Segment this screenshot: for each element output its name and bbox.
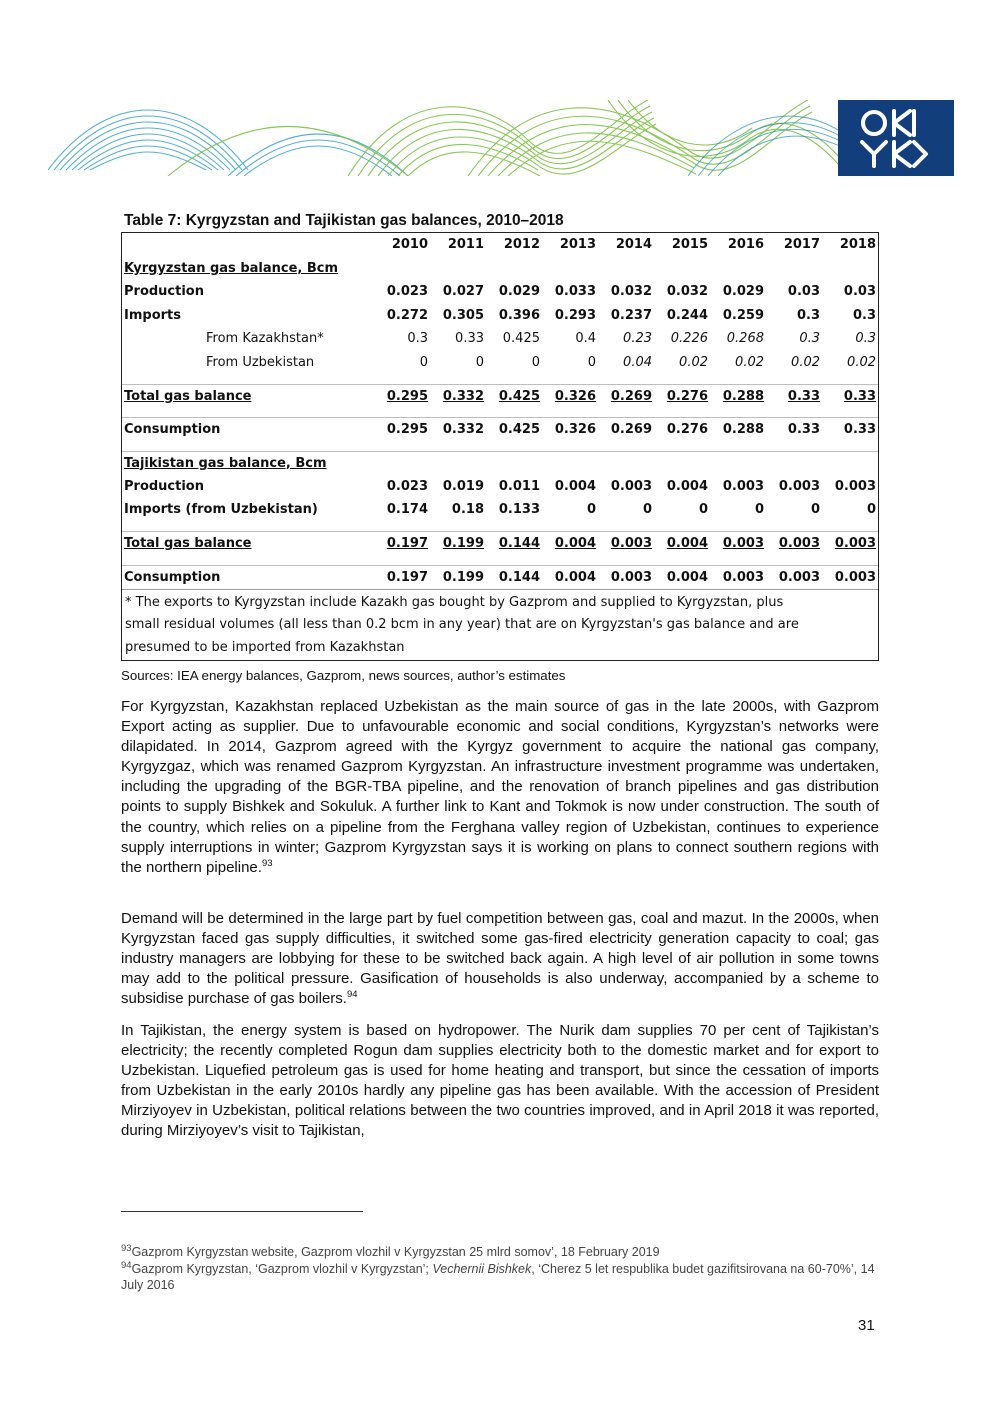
cell: 0.032: [666, 284, 708, 300]
cell: 0.032: [610, 284, 652, 300]
year-header: 2015: [671, 237, 708, 253]
cell: 0.3: [855, 331, 876, 347]
cell: 0.259: [722, 307, 764, 323]
footnote-text: Gazprom Kyrgyzstan website, Gazprom vlozhil v Kyrgyzstan 25 mlrd somov’, 18 February 2019: [131, 1245, 660, 1259]
table-caption: Table 7: Kyrgyzstan and Tajikistan gas balances, 2010–2018: [124, 212, 564, 229]
cell: 0.004: [666, 569, 708, 585]
cell: 0: [419, 354, 428, 370]
footnote-ref[interactable]: 93: [261, 857, 273, 869]
cell: 0.029: [498, 284, 540, 300]
section-title: Tajikistan gas balance, Bcm: [124, 455, 327, 471]
row-label: Total gas balance: [124, 388, 252, 404]
paragraph-text: In Tajikistan, the energy system is based on hydropower. The Nurik dam supplies 70 per cent of Tajikistan’s electricity; the recently completed Rogun dam supplies electricity both to the domestic market and for export to Uzbekistan. Liquefied petroleum gas is used for home heating and transport, but since the cessation of imports from Uzbekistan in the early 2010s hardly any pipeline gas has been available. With the accession of President Mirziyoyev in Uzbekistan, political relations between the two countries improved, and in April 2018 it was reported, during Mirziyoyev’s visit to Tajikistan,: [121, 1022, 879, 1140]
cell: 0.23: [623, 331, 652, 347]
note-line: * The exports to Kyrgyzstan include Kazakh gas bought by Gazprom and supplied to Kyrgyzstan, plus: [125, 594, 784, 610]
cell: 0: [810, 502, 820, 518]
cell: 0: [698, 502, 708, 518]
note-line: presumed to be imported from Kazakhstan: [125, 639, 405, 655]
cell: 0.033: [554, 284, 596, 300]
year-header: 2010: [391, 237, 428, 253]
cell: 0.003: [778, 478, 820, 494]
footnote-text: Gazprom Kyrgyzstan, ‘Gazprom vlozhil v Kyrgyzstan’;: [131, 1262, 433, 1276]
footnote-number: 93: [121, 1242, 132, 1254]
header-banner: [48, 100, 954, 176]
cell: 0: [587, 354, 596, 370]
gas-balance-table: [121, 232, 879, 661]
cell: 0.293: [554, 307, 596, 323]
cell: 0.144: [498, 569, 540, 585]
cell: 0.244: [666, 307, 708, 323]
cell: 0.02: [791, 354, 820, 370]
cell: 0.133: [498, 502, 540, 518]
cell: 0.003: [610, 569, 652, 585]
section-row-tajikistan: [122, 451, 878, 475]
paragraph-text: For Kyrgyzstan, Kazakhstan replaced Uzbekistan as the main source of gas in the late 2000s, with Gazprom Export acting as supplier. Due to unfavourable economic and social conditions, Kyrgyzstan’s networks were dilapidated. In 2014, Gazprom agreed with the Kyrgyz government to acquire the national gas company, Kyrgyzgaz, which was renamed Gazprom Kyrgyzstan. An infrastructure investment programme was undertaken, including the upgrading of the BGR-TBA pipeline, and the renovation of branch pipelines and gas distribution points to supply Bishkek and Sokuluk. A further link to Kant and Tokmok is now under construction. The south of the country, which relies on a pipeline from the Ferghana valley region of Uzbekistan, continues to experience supply interruptions in winter; Gazprom Kyrgyzstan says it is working on plans to connect southern regions with the northern pipeline.: [121, 698, 879, 876]
row-label: Total gas balance: [124, 536, 252, 551]
cell: 0.199: [442, 536, 484, 551]
cell: 0.02: [847, 354, 876, 370]
cell: 0.027: [442, 284, 484, 300]
cell: 0.425: [498, 422, 540, 437]
footnote-divider: [121, 1211, 363, 1212]
cell: 0.02: [679, 354, 708, 370]
cell: 0.003: [722, 569, 764, 585]
cell: 0.269: [610, 422, 652, 437]
year-header: 2014: [615, 237, 652, 253]
paragraph-3: [121, 1021, 879, 1142]
cell: 0.003: [610, 478, 652, 494]
cell: 0.04: [623, 354, 652, 370]
row-label: Consumption: [124, 569, 221, 585]
cell: 0.269: [610, 388, 652, 404]
cell: 0.023: [386, 284, 428, 300]
row-label: Imports (from Uzbekistan): [124, 502, 318, 518]
cell: 0.003: [834, 569, 876, 585]
row-label: Production: [124, 284, 204, 300]
cell: 0.197: [386, 569, 428, 585]
cell: 0.295: [386, 422, 428, 437]
cell: 0.02: [735, 354, 764, 370]
section-row-kyrgyzstan: [122, 257, 878, 281]
cell: 0.3: [799, 331, 820, 347]
table-row: [122, 351, 878, 375]
cell: 0.425: [502, 331, 540, 347]
cell: 0.425: [498, 388, 540, 404]
year-header: 2011: [447, 237, 484, 253]
cell: 0.019: [442, 478, 484, 494]
wave-graphic: [48, 100, 954, 176]
note-line: small residual volumes (all less than 0.2 bcm in any year) that are on Kyrgyzstan's gas balance and are: [125, 617, 799, 632]
cell: 0.305: [442, 307, 484, 323]
cell: 0: [531, 354, 540, 370]
cell: 0.004: [554, 569, 596, 585]
cell: 0.326: [554, 422, 596, 437]
cell: 0.332: [442, 422, 484, 437]
footnote-text: , ‘Cherez 5 let respublika budet gazifitsirovana na 60-70%’, 14 July 2016: [121, 1262, 875, 1292]
cell: 0.332: [442, 388, 484, 404]
table-row: [122, 498, 878, 522]
cell: 0.326: [554, 388, 596, 404]
cell: 0.199: [442, 569, 484, 585]
year-header: 2012: [503, 237, 540, 253]
footnote-source-title: Vechernii Bishkek: [432, 1262, 532, 1276]
cell: 0.003: [834, 478, 876, 494]
year-header: 2017: [783, 237, 820, 253]
cell: 0: [475, 354, 484, 370]
cell: 0.003: [778, 536, 820, 551]
cell: 0.33: [455, 331, 484, 347]
table-row: [122, 565, 878, 589]
cell: 0.03: [787, 284, 820, 300]
cell: 0.011: [498, 478, 540, 494]
cell: 0.03: [843, 284, 876, 300]
row-label: From Kazakhstan*: [206, 331, 324, 347]
cell: 0.295: [386, 388, 428, 404]
cell: 0.004: [666, 536, 708, 551]
cell: 0.33: [843, 422, 876, 437]
cell: 0.3: [407, 331, 428, 347]
cell: 0.3: [796, 307, 820, 323]
table-row: [122, 327, 878, 351]
table-header-row: [122, 233, 878, 257]
cell: 0.003: [722, 536, 764, 551]
cell: 0.174: [386, 502, 428, 518]
section-title: Kyrgyzstan gas balance, Bcm: [124, 260, 339, 276]
cell: 0.396: [498, 307, 540, 323]
cell: 0.288: [722, 388, 764, 404]
cell: 0.276: [666, 388, 708, 404]
cell: 0.003: [834, 536, 876, 551]
footnote-number: 94: [121, 1259, 132, 1271]
cell: 0.004: [554, 478, 596, 494]
cell: 0.226: [670, 331, 708, 347]
year-header: 2018: [839, 237, 876, 253]
row-label: From Uzbekistan: [206, 354, 315, 370]
paragraph-1: [121, 697, 879, 878]
cell: 0.276: [666, 422, 708, 437]
year-header: 2013: [559, 237, 596, 253]
cell: 0.004: [554, 536, 596, 551]
row-label: Consumption: [124, 422, 221, 437]
footnote-94: [121, 1261, 879, 1293]
cell: 0.268: [726, 331, 764, 347]
table-sources: Sources: IEA energy balances, Gazprom, news sources, author’s estimates: [121, 668, 566, 683]
cell: 0.023: [386, 478, 428, 494]
cell: 0.003: [722, 478, 764, 494]
cell: 0.33: [787, 422, 820, 437]
cell: 0.33: [843, 388, 876, 404]
table-row: [122, 304, 878, 328]
footnote-ref[interactable]: 94: [346, 989, 358, 1001]
cell: 0.288: [722, 422, 764, 437]
cell: 0.237: [610, 307, 652, 323]
cell: 0.197: [386, 536, 428, 551]
cell: 0.029: [722, 284, 764, 300]
cell: 0: [866, 502, 876, 518]
paragraph-text: Demand will be determined in the large part by fuel competition between gas, coal and mazut. In the 2000s, when Kyrgyzstan faced gas supply difficulties, it switched some gas-fired electricity generation capacity to coal; gas industry managers are lobbying for these to be switched back again. A high level of air pollution in some towns may add to the political pressure. Gasification of households is also underway, accompanied by a scheme to subsidise purchase of gas boilers.: [121, 910, 879, 1008]
footnote-93: [121, 1244, 879, 1260]
page-number: 31: [858, 1317, 875, 1334]
cell: 0.004: [666, 478, 708, 494]
paragraph-2: [121, 909, 879, 1009]
cell: 0.4: [575, 331, 596, 347]
oies-logo: [848, 106, 944, 170]
cell: 0.144: [498, 536, 540, 551]
table-row: [122, 384, 878, 408]
year-header: 2016: [727, 237, 764, 253]
table-row: [122, 418, 878, 442]
cell: 0.272: [386, 307, 428, 323]
cell: 0.3: [852, 307, 876, 323]
cell: 0: [754, 502, 764, 518]
row-label: Production: [124, 478, 204, 494]
cell: 0.18: [451, 502, 484, 518]
table-row: [122, 475, 878, 499]
cell: 0: [586, 502, 596, 518]
cell: 0.003: [778, 569, 820, 585]
table-row: [122, 532, 878, 556]
row-label: Imports: [124, 307, 181, 323]
table-row: [122, 280, 878, 304]
cell: 0.003: [610, 536, 652, 551]
cell: 0: [642, 502, 652, 518]
cell: 0.33: [787, 388, 820, 404]
table-note: [122, 589, 878, 661]
